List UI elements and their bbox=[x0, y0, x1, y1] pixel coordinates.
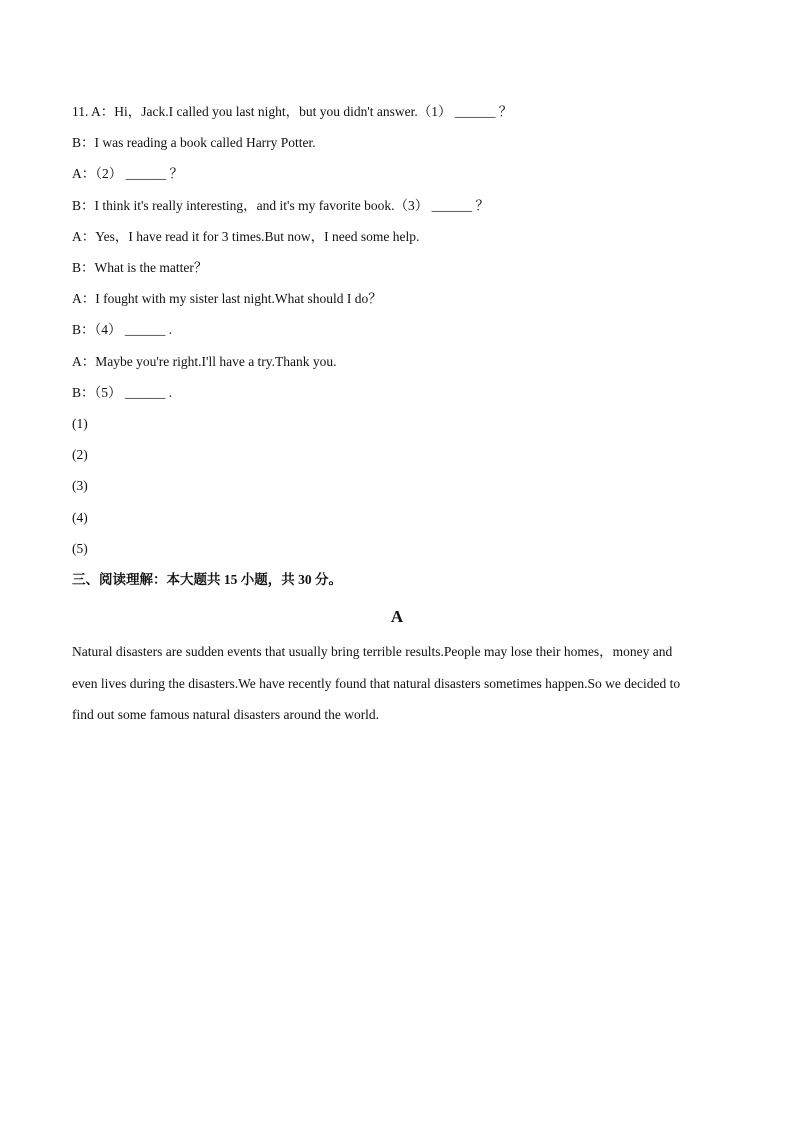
answer-label: (3) bbox=[72, 478, 88, 494]
dialogue-block bbox=[72, 101, 722, 413]
dialogue-line: B：What is the matter？ bbox=[72, 259, 208, 275]
passage-title: A bbox=[390, 607, 404, 626]
dialogue-line: B：（5） ______ . bbox=[72, 384, 173, 400]
passage-line: Natural disasters are sudden events that usually bring terrible results.People may lose their homes，money and bbox=[72, 644, 673, 659]
dialogue-line: B：I think it's really interesting，and it's my favorite book.（3） ______ ？ bbox=[72, 197, 489, 213]
answer-label: (4) bbox=[72, 509, 88, 525]
dialogue-line: 11. A：Hi，Jack.I called you last night，but you didn't answer.（1） ______ ？ bbox=[72, 104, 513, 119]
answer-label: (1) bbox=[72, 416, 88, 431]
passage-line: find out some famous natural disasters around the world. bbox=[72, 707, 380, 722]
dialogue-line: B：（4） ______ . bbox=[72, 322, 173, 338]
section-heading: 三、阅读理解：本大题共 15 小题，共 30 分。 bbox=[72, 572, 342, 587]
dialogue-line: A：Maybe you're right.I'll have a try.Thank you. bbox=[72, 353, 337, 369]
passage-body bbox=[72, 641, 722, 736]
answer-list bbox=[72, 413, 722, 569]
dialogue-line: B：I was reading a book called Harry Potter. bbox=[72, 135, 316, 151]
dialogue-line: A：Yes，I have read it for 3 times.But now，I need some help. bbox=[72, 228, 420, 244]
passage-line: even lives during the disasters.We have recently found that natural disasters sometimes happen.So we decided to bbox=[72, 675, 681, 691]
answer-label: (2) bbox=[72, 447, 88, 463]
dialogue-line: A：（2） ______ ？ bbox=[72, 166, 183, 182]
dialogue-line: A：I fought with my sister last night.What should I do？ bbox=[72, 291, 382, 307]
answer-label: (5) bbox=[72, 540, 88, 556]
